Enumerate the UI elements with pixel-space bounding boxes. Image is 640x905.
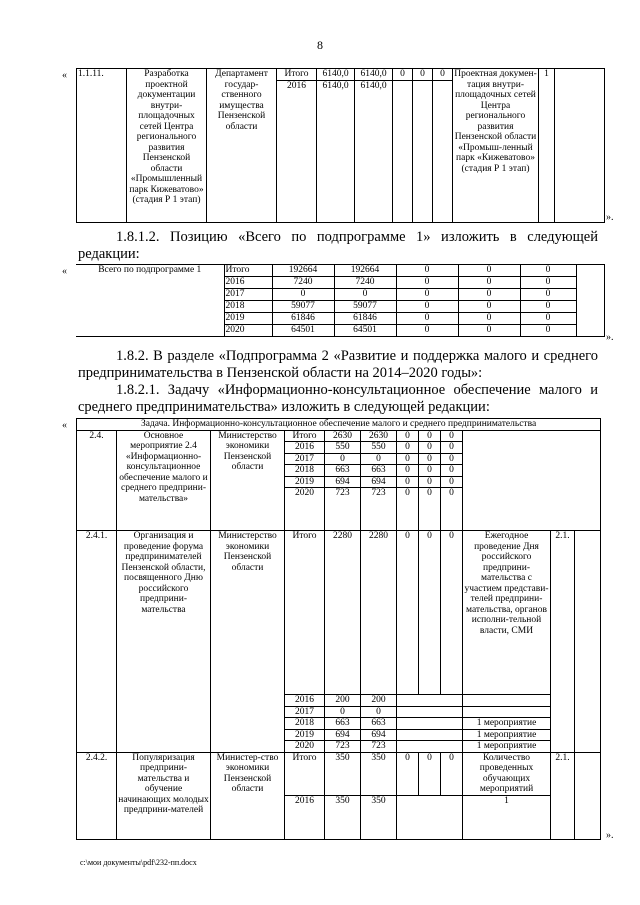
cell: 6140,0 [355, 69, 393, 81]
cell: 0 [419, 453, 441, 465]
cell: Итого [224, 265, 272, 277]
cell: 723 [325, 741, 361, 753]
cell: 2018 [285, 465, 325, 477]
cell: 2017 [285, 706, 325, 718]
cell: 2280 [361, 531, 397, 695]
cell: 723 [361, 488, 397, 531]
cell: 200 [361, 695, 397, 707]
cell: 0 [361, 706, 397, 718]
cell: 2018 [285, 718, 325, 730]
cell [393, 80, 413, 222]
item-executor: Министерство экономики Пензенской области [211, 531, 285, 753]
cell: 64501 [334, 325, 396, 337]
cell: 0 [397, 442, 419, 454]
cell: 0 [397, 531, 419, 695]
cell: 6140,0 [355, 80, 393, 222]
cell: 1 [463, 795, 551, 839]
cell: 0 [397, 465, 419, 477]
link-cell: 2.1. [551, 752, 575, 839]
empty-cell [575, 752, 601, 839]
cell: 0 [458, 325, 520, 337]
item-result: Проектная докумен-тация внутри-площадочных сетей Центра регионального развития Пензенской области «Промыш-ленный парк «Кижеватово» (стадия Р 1 этап) [453, 69, 539, 223]
quote-close: ». [606, 212, 614, 223]
cell [397, 706, 463, 718]
cell: 0 [396, 277, 458, 289]
cell: 0 [397, 752, 419, 795]
cell: 350 [325, 795, 361, 839]
cell: 0 [419, 531, 441, 695]
item-name: Популяризация предприни-мательства и обучение начинающих молодых предприни-мателей [117, 752, 211, 839]
item-executor: Министерство экономики Пензенской области [211, 430, 285, 531]
cell: 2016 [285, 442, 325, 454]
cell: 0 [419, 476, 441, 488]
cell: 0 [393, 69, 413, 81]
cell: 663 [361, 465, 397, 477]
item-executor: Министер-ство экономики Пензенской области [211, 752, 285, 839]
cell: Итого [285, 430, 325, 442]
item-executor: Департамент государ-ственного имущества Пензенской области [207, 69, 277, 223]
table-task-info-consulting [76, 418, 601, 840]
cell: 0 [419, 465, 441, 477]
cell: 200 [325, 695, 361, 707]
cell: 663 [361, 718, 397, 730]
cell: 0 [520, 301, 576, 313]
cell: 0 [441, 488, 463, 531]
cell: 694 [361, 729, 397, 741]
cell: 2630 [361, 430, 397, 442]
empty-cell [576, 265, 604, 337]
cell: 2017 [224, 289, 272, 301]
item-result: Ежегодное проведение Дня российского предприни-мательства с участием представи-телей предприни-мательства, органов исполни-тельной власти, СМИ [463, 531, 551, 695]
cell: 0 [325, 706, 361, 718]
cell: 2019 [224, 313, 272, 325]
cell: 0 [441, 752, 463, 795]
paragraph-1-8-2: 1.8.2. В разделе «Подпрограмма 2 «Развитие и поддержка малого и среднего предпринимательства в Пензенской области на 2014–2020 годы»: [78, 348, 598, 381]
cell: 0 [458, 277, 520, 289]
cell: 2017 [285, 453, 325, 465]
cell [397, 695, 463, 707]
cell: 550 [325, 442, 361, 454]
cell: 1 мероприятие [463, 718, 551, 730]
cell: 61846 [334, 313, 396, 325]
cell: 350 [361, 752, 397, 795]
cell: 0 [396, 313, 458, 325]
link-cell: 2.1. [551, 531, 575, 753]
cell: 0 [441, 442, 463, 454]
task-header: Задача. Информационно-консультационное обеспечение малого и среднего предпринимательства [77, 419, 601, 431]
cell [433, 80, 453, 222]
cell [397, 718, 463, 730]
quote-open: « [62, 266, 67, 277]
cell: 6140,0 [317, 80, 355, 222]
item-number: 2.4.1. [77, 531, 117, 753]
cell: 0 [419, 488, 441, 531]
cell: 2016 [224, 277, 272, 289]
cell: 0 [325, 453, 361, 465]
cell: 0 [396, 325, 458, 337]
cell: 2020 [285, 741, 325, 753]
cell: 550 [361, 442, 397, 454]
cell: 0 [397, 430, 419, 442]
item-name: Разработка проектной документации внутри-площадочных сетей Центра регионального развития Пензенской области «Промышленный парк Кижеватово» (стадия Р 1 этап) [127, 69, 207, 223]
cell: 663 [325, 465, 361, 477]
cell: 2016 [285, 795, 325, 839]
cell: 0 [419, 752, 441, 795]
cell: 0 [458, 289, 520, 301]
cell: 0 [520, 289, 576, 301]
cell: 2016 [285, 695, 325, 707]
cell: 2020 [285, 488, 325, 531]
cell [397, 741, 463, 753]
item-result: Количество проведенных обучающих мероприятий [463, 752, 551, 795]
table-total-subprogram-1 [76, 264, 605, 337]
cell: 0 [396, 265, 458, 277]
cell: 2018 [224, 301, 272, 313]
cell: Итого [285, 752, 325, 795]
empty-cell [555, 69, 605, 223]
cell [463, 695, 551, 707]
cell: 694 [325, 729, 361, 741]
item-number: 2.4.2. [77, 752, 117, 839]
cell: 350 [361, 795, 397, 839]
cell [397, 795, 463, 839]
cell: 59077 [334, 301, 396, 313]
cell: 0 [397, 476, 419, 488]
cell: 663 [325, 718, 361, 730]
cell: 0 [520, 313, 576, 325]
quote-close: ». [606, 332, 614, 343]
cell: 2016 [277, 80, 317, 222]
empty-cell [463, 430, 601, 531]
cell: 0 [334, 289, 396, 301]
cell: 0 [419, 430, 441, 442]
page-number: 8 [317, 38, 323, 52]
cell: 2019 [285, 476, 325, 488]
cell: 694 [325, 476, 361, 488]
cell: 0 [441, 453, 463, 465]
item-name: Основное мероприятие 2.4 «Информационно-консультационное обеспечение малого и среднего предприни-мательства» [117, 430, 211, 531]
cell: 0 [441, 430, 463, 442]
cell: 0 [520, 325, 576, 337]
cell: Итого [285, 531, 325, 695]
total-label: Всего по подпрограмме 1 [76, 265, 224, 337]
footer-file-path: c:\мои документы\pdf\232-пп.docx [80, 858, 197, 867]
quote-open: « [62, 420, 67, 431]
item-name: Организация и проведение форума предпринимателей Пензенской области, посвященного Дню российского предприни-мательства [117, 531, 211, 753]
cell: 0 [458, 301, 520, 313]
cell: 723 [361, 741, 397, 753]
cell: 0 [397, 488, 419, 531]
cell: 0 [413, 69, 433, 81]
cell: 0 [441, 476, 463, 488]
item-number: 2.4. [77, 430, 117, 531]
cell: 0 [419, 442, 441, 454]
cell: 2019 [285, 729, 325, 741]
item-number: 1.1.11. [77, 69, 127, 223]
cell: 0 [441, 465, 463, 477]
cell: 0 [361, 453, 397, 465]
cell [397, 729, 463, 741]
cell: 192664 [334, 265, 396, 277]
cell: 59077 [272, 301, 334, 313]
cell: 0 [397, 453, 419, 465]
cell: 0 [272, 289, 334, 301]
empty-cell [575, 531, 601, 753]
cell: 694 [361, 476, 397, 488]
cell: 7240 [272, 277, 334, 289]
cell: 0 [441, 531, 463, 695]
cell: 61846 [272, 313, 334, 325]
cell: 0 [458, 313, 520, 325]
cell: 0 [520, 277, 576, 289]
cell: 1 мероприятие [463, 741, 551, 753]
link-cell: 1 [539, 69, 555, 223]
cell: 64501 [272, 325, 334, 337]
quote-open: « [62, 70, 67, 81]
cell: 6140,0 [317, 69, 355, 81]
cell: 723 [325, 488, 361, 531]
cell: Итого [277, 69, 317, 81]
cell [463, 706, 551, 718]
paragraph-1-8-2-1: 1.8.2.1. Задачу «Информационно-консультационное обеспечение малого и среднего предпринимательства» изложить в следующей редакции: [78, 382, 598, 415]
cell: 2630 [325, 430, 361, 442]
cell: 0 [396, 301, 458, 313]
cell: 0 [396, 289, 458, 301]
paragraph-1-8-1-2: 1.8.1.2. Позицию «Всего по подпрограмме 1» изложить в следующей редакции: [78, 229, 598, 262]
cell: 0 [433, 69, 453, 81]
table-item-1-1-11 [76, 68, 605, 223]
cell: 350 [325, 752, 361, 795]
cell: 1 мероприятие [463, 729, 551, 741]
cell: 192664 [272, 265, 334, 277]
cell: 7240 [334, 277, 396, 289]
cell: 0 [520, 265, 576, 277]
cell: 2280 [325, 531, 361, 695]
quote-close: ». [606, 830, 614, 841]
cell [413, 80, 433, 222]
cell: 0 [458, 265, 520, 277]
cell: 2020 [224, 325, 272, 337]
